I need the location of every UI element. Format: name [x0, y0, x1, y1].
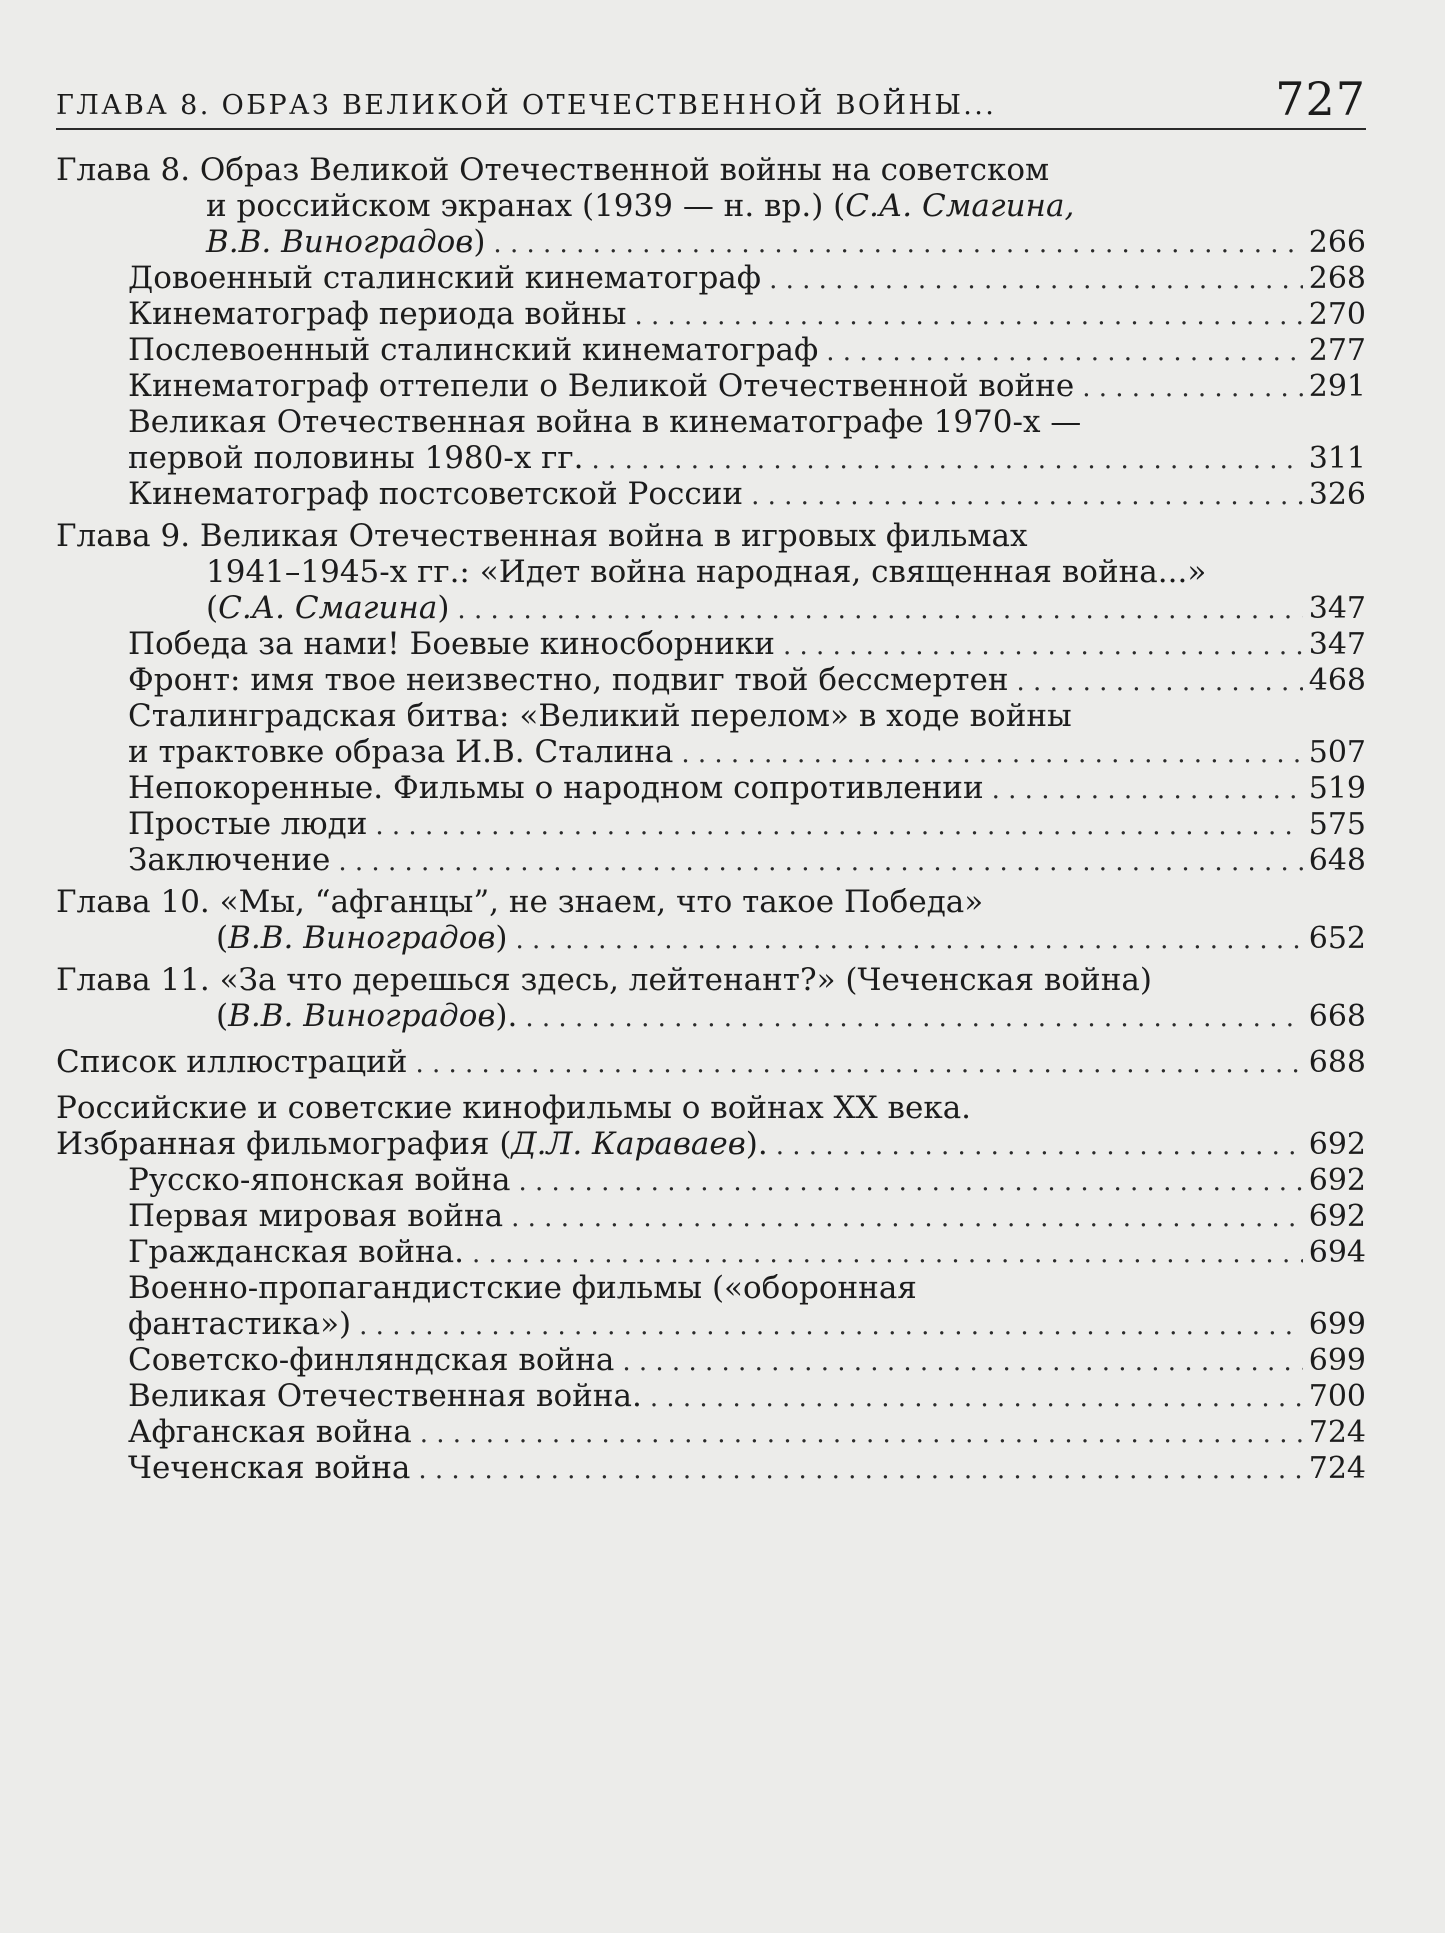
page-ref: 311: [1308, 441, 1366, 476]
toc-section[interactable]: [56, 662, 1366, 698]
toc-section[interactable]: [56, 806, 1366, 842]
section-title: Русско-японская война: [128, 1162, 511, 1198]
dot-leader: [418, 1452, 1302, 1488]
chapter-title-line: 1941–1945-х гг.: «Идет война народная, священная война...»: [206, 554, 1207, 590]
page-ref: 692: [1308, 1199, 1366, 1234]
page-ref: 694: [1308, 1235, 1366, 1270]
dot-leader: [472, 1236, 1303, 1272]
page-ref: 724: [1308, 1451, 1366, 1486]
page-ref: 326: [1308, 477, 1366, 512]
section-title: первой половины 1980-х гг.: [128, 440, 584, 476]
toc-section[interactable]: [56, 476, 1366, 512]
toc-section[interactable]: [56, 404, 1366, 476]
section-title: Чеченская война: [128, 1450, 411, 1486]
dot-leader: [1082, 370, 1303, 406]
toc-illustrations[interactable]: [56, 1044, 1366, 1080]
dot-leader: [681, 736, 1302, 772]
page-ref: 699: [1308, 1307, 1366, 1342]
chapter-title-line: и российском экранах (1939 — н. вр.) (С.А. Смагина,: [206, 188, 1075, 224]
section-title: Кинематограф периода войны: [128, 296, 627, 332]
dot-leader: [592, 442, 1303, 478]
author: С.А. Смагина: [218, 590, 438, 626]
toc-chapter-10[interactable]: [56, 884, 1366, 956]
section-title: Заключение: [128, 842, 331, 878]
page-ref: 270: [1308, 297, 1366, 332]
dot-leader: [511, 1200, 1303, 1236]
chapter-title-last: (В.В. Виноградов) . . . 652: [56, 920, 1366, 956]
dot-leader: [634, 298, 1302, 334]
page-ref: 648: [1308, 843, 1366, 878]
toc-section[interactable]: [56, 1198, 1366, 1234]
section-title: Первая мировая война: [128, 1198, 504, 1234]
section-title-line: Сталинградская битва: «Великий перелом» в ходе войны: [128, 698, 1072, 734]
page-ref: 277: [1308, 333, 1366, 368]
chapter-title-line: Глава 9. Великая Отечественная война в игровых фильмах: [56, 518, 1028, 554]
dot-leader: [525, 1000, 1302, 1036]
author: С.А. Смагина,: [845, 188, 1075, 224]
toc-section[interactable]: [56, 1342, 1366, 1378]
dot-leader: [518, 1164, 1302, 1200]
dot-leader: [375, 808, 1302, 844]
chapter-title-last: (С.А. Смагина) . . . 347: [56, 590, 1366, 626]
page-ref: 575: [1308, 807, 1366, 842]
table-of-contents: [56, 152, 1366, 1486]
dot-leader: [420, 1416, 1303, 1452]
author: В.В. Виноградов: [228, 920, 496, 956]
page-ref: 724: [1308, 1415, 1366, 1450]
page-ref: 507: [1308, 735, 1366, 770]
toc-chapter-9[interactable]: [56, 518, 1366, 626]
section-title: Кинематограф постсоветской России: [128, 476, 744, 512]
section-title: Фронт: имя твое неизвестно, подвиг твой бессмертен: [128, 662, 1009, 698]
dot-leader: [650, 1380, 1303, 1416]
page-ref: 692: [1308, 1163, 1366, 1198]
dot-leader: [783, 628, 1303, 664]
toc-chapter-8[interactable]: [56, 152, 1366, 260]
page-ref: 347: [1308, 627, 1366, 662]
page-ref: 652: [1308, 921, 1366, 956]
page-ref: 700: [1308, 1379, 1366, 1414]
page-ref: 699: [1308, 1343, 1366, 1378]
toc-section[interactable]: [56, 1378, 1366, 1414]
page-ref: 468: [1308, 663, 1366, 698]
toc-section[interactable]: [56, 842, 1366, 878]
dot-leader: [359, 1308, 1303, 1344]
chapter-title-line: Глава 8. Образ Великой Отечественной войны на советском: [56, 152, 1050, 188]
dot-leader: [622, 1344, 1302, 1380]
dot-leader: [776, 1128, 1303, 1164]
page-ref: 266: [1308, 225, 1366, 260]
section-title: Довоенный сталинский кинематограф: [128, 260, 762, 296]
chapter-title-last: В.В. Виноградов) . . . 266: [56, 224, 1366, 260]
dot-leader: [493, 226, 1302, 262]
toc-section[interactable]: [56, 770, 1366, 806]
toc-section[interactable]: [56, 1450, 1366, 1486]
toc-section[interactable]: [56, 368, 1366, 404]
chapter-title-line: Глава 11. «За что дерешься здесь, лейтенант?» (Чеченская война): [56, 962, 1152, 998]
dot-leader: [826, 334, 1302, 370]
page-ref: 519: [1308, 771, 1366, 806]
section-title-line: Военно-пропагандистские фильмы («оборонная: [128, 1270, 917, 1306]
section-title: Советско-финляндская война: [128, 1342, 615, 1378]
toc-section[interactable]: [56, 332, 1366, 368]
toc-filmography[interactable]: Российские и советские кинофильмы о войнах XX века. Избранная фильмография (Д.Л. Караваев). . . . 692: [56, 1090, 1366, 1162]
author: В.В. Виноградов: [228, 998, 496, 1034]
toc-section[interactable]: [56, 626, 1366, 662]
section-title: Гражданская война.: [128, 1234, 465, 1270]
chapter-title-line: Глава 10. «Мы, “афганцы”, не знаем, что такое Победа»: [56, 884, 984, 920]
page-ref: 692: [1308, 1127, 1366, 1162]
dot-leader: [516, 922, 1303, 958]
dot-leader: [457, 592, 1302, 628]
author: В.В. Виноградов: [206, 224, 474, 260]
section-title: Простые люди: [128, 806, 368, 842]
section-title: фантастика»): [128, 1306, 352, 1342]
section-title-line: Российские и советские кинофильмы о войнах XX века.: [56, 1090, 972, 1126]
author: Д.Л. Караваев: [511, 1126, 746, 1162]
page-ref: 347: [1308, 591, 1366, 626]
section-title: Победа за нами! Боевые киносборники: [128, 626, 775, 662]
toc-chapter-11[interactable]: [56, 962, 1366, 1034]
dot-leader: [1017, 664, 1303, 700]
running-header: [56, 72, 1366, 130]
toc-section[interactable]: [56, 1234, 1366, 1270]
running-title: ГЛАВА 8. ОБРАЗ ВЕЛИКОЙ ОТЕЧЕСТВЕННОЙ ВОЙНЫ...: [56, 90, 997, 121]
toc-section[interactable]: [56, 296, 1366, 332]
dot-leader: [415, 1046, 1302, 1082]
section-title: и трактовке образа И.В. Сталина: [128, 734, 674, 770]
dot-leader: [992, 772, 1303, 808]
toc-section[interactable]: [56, 698, 1366, 770]
dot-leader: [769, 262, 1303, 298]
page-ref: 668: [1308, 999, 1366, 1034]
section-title: Список иллюстраций: [56, 1044, 408, 1080]
chapter-title-last: (В.В. Виноградов). . . . 668: [56, 998, 1366, 1034]
toc-section[interactable]: [56, 260, 1366, 296]
section-title: Послевоенный сталинский кинематограф: [128, 332, 819, 368]
page-ref: 268: [1308, 261, 1366, 296]
dot-leader: [338, 844, 1302, 880]
section-title: Афганская война: [128, 1414, 412, 1450]
page-number: 727: [1275, 72, 1366, 126]
toc-section[interactable]: [56, 1414, 1366, 1450]
section-title: Непокоренные. Фильмы о народном сопротивлении: [128, 770, 984, 806]
toc-section[interactable]: [56, 1162, 1366, 1198]
section-title: Кинематограф оттепели о Великой Отечественной войне: [128, 368, 1075, 404]
page-ref: 291: [1308, 369, 1366, 404]
toc-section[interactable]: [56, 1270, 1366, 1342]
page-ref: 688: [1308, 1045, 1366, 1080]
dot-leader: [751, 478, 1303, 514]
section-title: Великая Отечественная война.: [128, 1378, 642, 1414]
section-title-line: Великая Отечественная война в кинематографе 1970-х —: [128, 404, 1082, 440]
